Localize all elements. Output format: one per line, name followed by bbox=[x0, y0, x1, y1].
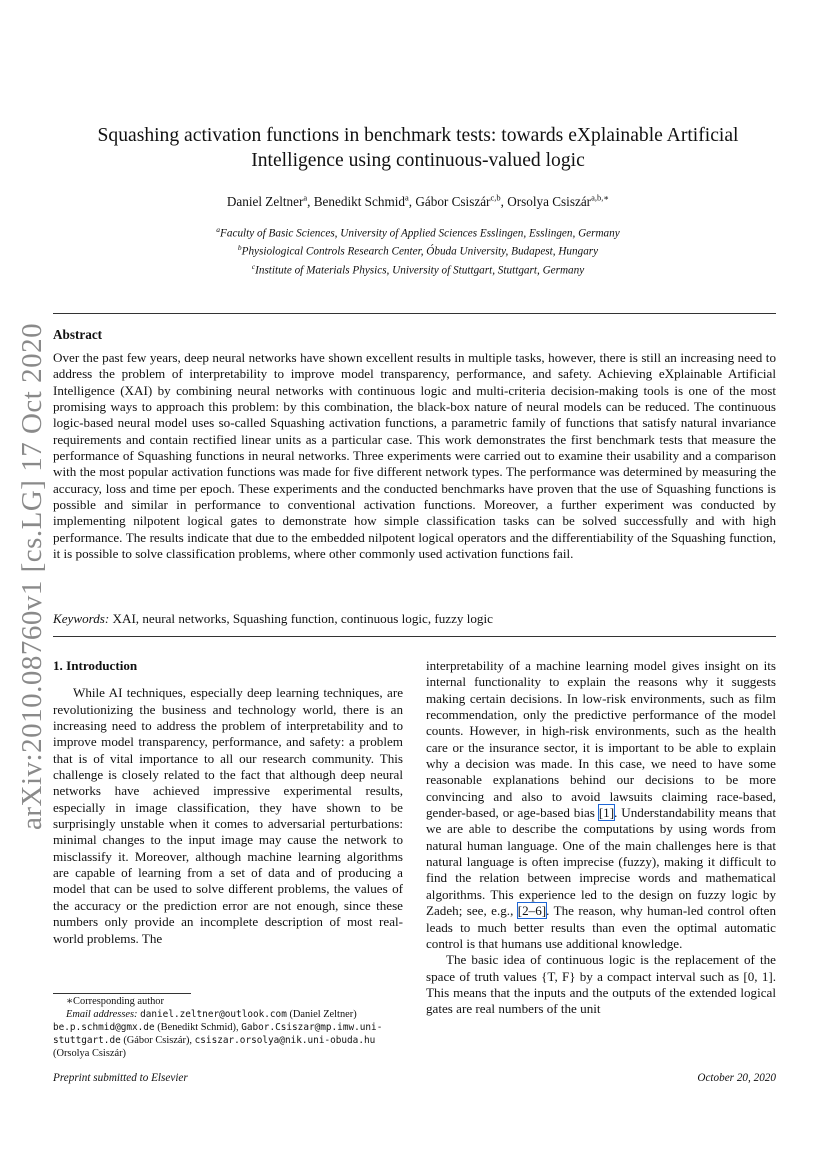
affiliation: $^a$Faculty of Basic Sciences, University of Applied Sciences Esslingen, Esslingen, Germany bbox=[216, 225, 620, 240]
section-heading-introduction: 1. Introduction bbox=[53, 658, 138, 673]
citation-link[interactable]: [1] bbox=[598, 805, 615, 821]
right-paragraph-2: The basic idea of continuous logic is the replacement of the space of truth values {T, F} by a compact interval such as [0, 1]. This means that the inputs and the outputs of the extended logical gates are real numbers of the unit bbox=[426, 952, 776, 1017]
abstract-heading: Abstract bbox=[53, 327, 103, 342]
footer-preprint-note: Preprint submitted to Elsevier bbox=[53, 1072, 188, 1084]
citation-link[interactable]: [2–6] bbox=[517, 903, 547, 919]
abstract-body: Over the past few years, deep neural networks have shown excellent results in multiple tasks, however, there is still an increasing need to address the problem of interpretability to improve model transparency, performance, and safety. Achieving eXplainable Artificial Intelligence (XAI) by combining neural networks with continuous logic and multi-criteria decision-making tools is one of the most promising ways to approach this problem: by this combination, the black-box nature of neural models can be reduced. The continuous logic-based neural model uses so-called Squashing activation functions, a parametric family of functions that satisfy natural invariance requirements and contain rectified linear units as a particular case. This work demonstrates the first benchmark tests that measure the performance of Squashing functions in neural networks. Three experiments were carried out to examine their usability and a comparison with the most popular activation functions was made for five different network types. The performance was determined by measuring the accuracy, loss and time per epoch. These experiments and the conducted benchmarks have proven that the use of Squashing functions is possible and similar in performance to conventional activation functions. Moreover, a further experiment was conducted by implementing nilpotent logical gates to demonstrate how simple classification tasks can be solved successfully and with high performance. The results indicate that due to the embedded nilpotent logical operators and the differentiability of the Squashing function, it is possible to solve classification problems, where other commonly used activation functions fail. bbox=[53, 350, 776, 562]
author-list bbox=[60, 193, 776, 210]
affiliation-list bbox=[60, 223, 776, 278]
affiliation: $^b$Physiological Controls Research Center, Óbuda University, Budapest, Hungary bbox=[237, 243, 599, 259]
email-addresses: Email addresses: daniel.zeltner@outlook.com (Daniel Zeltner) be.p.schmid@gmx.de (Benedikt Schmid), Gabor.Csiszar@mp.imw.uni-stuttgart.de (Gábor Csiszár), csiszar.orsolya@nik.uni-obuda.hu (Orsolya Csiszár) bbox=[53, 1009, 383, 1059]
title-line-2: Intelligence using continuous-valued logic bbox=[251, 150, 585, 171]
footer-date: October 20, 2020 bbox=[697, 1072, 776, 1084]
right-column bbox=[426, 658, 776, 1018]
arxiv-identifier-stamp: arXiv:2010.08760v1 [cs.LG] 17 Oct 2020 bbox=[16, 322, 48, 830]
corresponding-author-note: ∗Corresponding author bbox=[66, 996, 164, 1007]
footnote bbox=[53, 995, 403, 1060]
email-address: be.p.schmid@gmx.de bbox=[53, 1022, 155, 1033]
keywords-line bbox=[53, 611, 776, 627]
keywords-text: XAI, neural networks, Squashing function, continuous logic, fuzzy logic bbox=[112, 611, 493, 626]
abstract-top-rule bbox=[53, 313, 776, 314]
author: Orsolya Csiszár$^{a,b,∗}$ bbox=[507, 193, 610, 210]
left-column bbox=[53, 658, 403, 947]
author: Benedikt Schmid$^a$, bbox=[313, 193, 416, 210]
email-address: csiszar.orsolya@nik.uni-obuda.hu bbox=[194, 1035, 376, 1046]
right-paragraph-1: interpretability of a machine learning model gives insight on its internal functionality to explain the reasons why it suggests making certain decisions. In low-risk environments, such as film recommendation, only the predictive performance of the model counts. However, in high-risk environments, such as the health care or the insurance sector, it is important to be able to explain why a decision was made. In this case, we need to have some reasonable explanations behind our decisions to be more convincing and also to avoid lawsuits claiming race-based, gender-based, or age-based bias [1]. Understandability means that we are able to describe the computations by using words from natural human language. One of the main challenges here is that natural language is often imprecise (fuzzy), making it difficult to find the relation between imprecise words and mathematical algorithms. This experience led to the design on fuzzy logic by Zadeh; see, e.g., [2–6]. The reason, why human-led control often leads to much better results than even the optimal automatic control is that humans use additional knowledge. bbox=[426, 658, 777, 951]
email-address: daniel.zeltner@outlook.com bbox=[140, 1009, 287, 1020]
abstract-bottom-rule bbox=[53, 636, 776, 637]
affiliation: $^c$Institute of Materials Physics, University of Stuttgart, Stuttgart, Germany bbox=[251, 261, 585, 277]
author: Daniel Zeltner$^a$, bbox=[226, 193, 314, 210]
footnote-rule bbox=[53, 993, 191, 994]
keywords-label: Keywords: bbox=[53, 611, 110, 626]
email-address: Gabor.Csiszar@mp.imw.uni-stuttgart.de bbox=[53, 1022, 383, 1046]
title-line-1: Squashing activation functions in benchmark tests: towards eXplainable Artificial bbox=[97, 125, 739, 146]
intro-paragraph: While AI techniques, especially deep learning techniques, are revolutionizing the business and technology world, there is an increasing need to address the problem of interpretability and to improve model transparency, performance, and safety: a problem that is of vital importance to all our research community. This challenge is closely related to the fact that although deep neural networks have achieved impressive experimental results, especially in image classification, they have shown to be surprisingly unstable when it comes to adversarial perturbations: minimal changes to the input image may cause the network to misclassify it. Moreover, although machine learning algorithms are capable of learning from a set of data and of producing a model that can be used to solve different problems, the values of the accuracy or the prediction error are not enough, since these numbers only provide an incomplete description of most real-world problems. The bbox=[53, 685, 403, 946]
paper-title bbox=[60, 123, 776, 173]
author: Gábor Csiszár$^{c,b}$, bbox=[415, 193, 508, 210]
